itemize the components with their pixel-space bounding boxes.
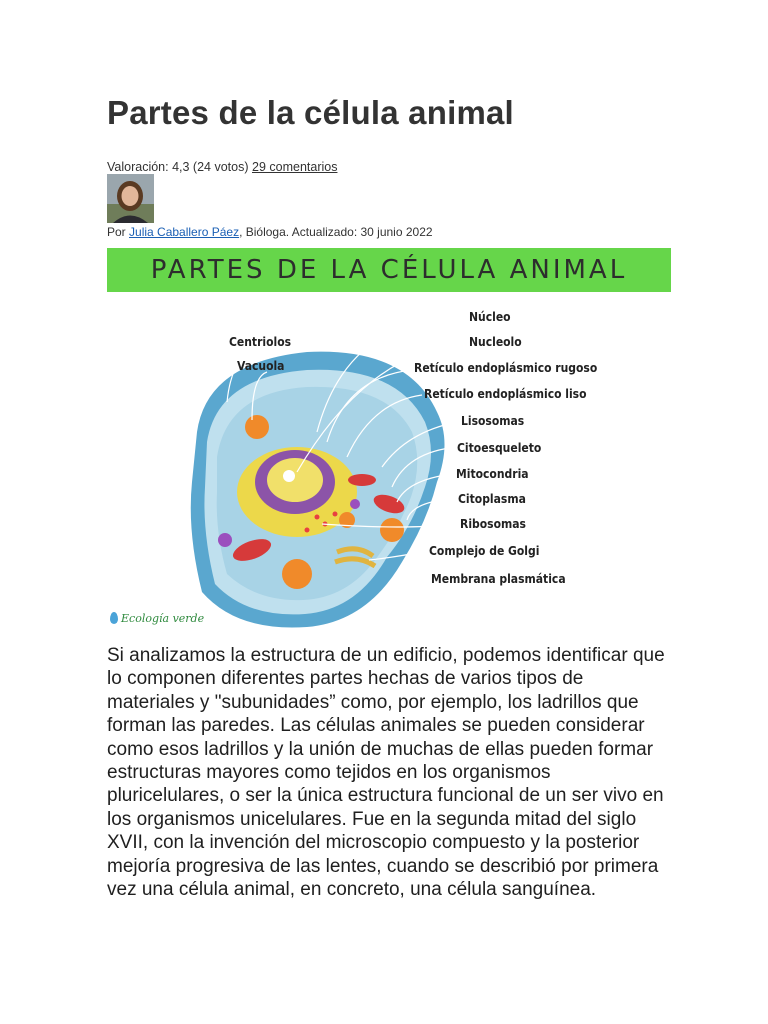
label-vacuola: Vacuola <box>237 359 285 373</box>
author-link[interactable]: Julia Caballero Páez <box>129 225 240 239</box>
label-ribosomas: Ribosomas <box>460 517 526 531</box>
label-citoesqueleto: Citoesqueleto <box>457 441 542 455</box>
rating-line <box>107 160 337 174</box>
label-complejo-golgi: Complejo de Golgi <box>429 544 540 558</box>
label-centriolos: Centriolos <box>229 335 292 349</box>
cell-diagram <box>107 292 671 636</box>
label-reticulo-rugoso: Retículo endoplásmico rugoso <box>414 361 598 375</box>
logo-text: Ecología verde <box>121 612 205 625</box>
article-paragraph: Si analizamos la estructura de un edificio, podemos identificar que lo componen diferentes partes hechas de varios tipos de materiales y "subunidades” como, por ejemplo, los ladrillos que forman las paredes. Las células animales se pueden considerar como esos ladrillos y la unión de muchas de ellas pueden formar estructuras mayores como tejidos en los organismos pluricelulares, o ser la única estructura funcional de un ser vivo en los organismos unicelulares. Fue en la segunda mitad del siglo XVII, con la invención del microscopio compuesto y la posterior mejoría progresiva de las lentes, cuando se describió por primera vez una célula animal, en concreto, una célula sanguínea. <box>107 645 665 901</box>
byline-suffix: , Bióloga. Actualizado: 30 junio 2022 <box>239 225 433 239</box>
byline-prefix: Por <box>107 225 130 239</box>
label-lisosomas: Lisosomas <box>461 414 525 428</box>
ecologia-verde-logo <box>110 612 204 625</box>
comments-link[interactable]: 29 comentarios <box>252 160 338 174</box>
diagram-banner <box>107 248 671 292</box>
label-membrana: Membrana plasmática <box>431 572 566 586</box>
label-reticulo-liso: Retículo endoplásmico liso <box>424 387 587 401</box>
byline <box>107 225 433 239</box>
cell-illustration <box>107 292 671 636</box>
leaf-icon <box>110 612 118 624</box>
author-avatar <box>107 174 154 223</box>
label-nucleolo: Nucleolo <box>469 335 522 349</box>
rating-text: Valoración: 4,3 (24 votos) <box>107 160 249 174</box>
label-nucleo: Núcleo <box>469 310 511 324</box>
banner-title: PARTES DE LA CÉLULA ANIMAL <box>150 255 628 285</box>
label-mitocondria: Mitocondria <box>456 467 529 481</box>
page-title: Partes de la célula animal <box>107 94 514 131</box>
label-citoplasma: Citoplasma <box>458 492 526 506</box>
